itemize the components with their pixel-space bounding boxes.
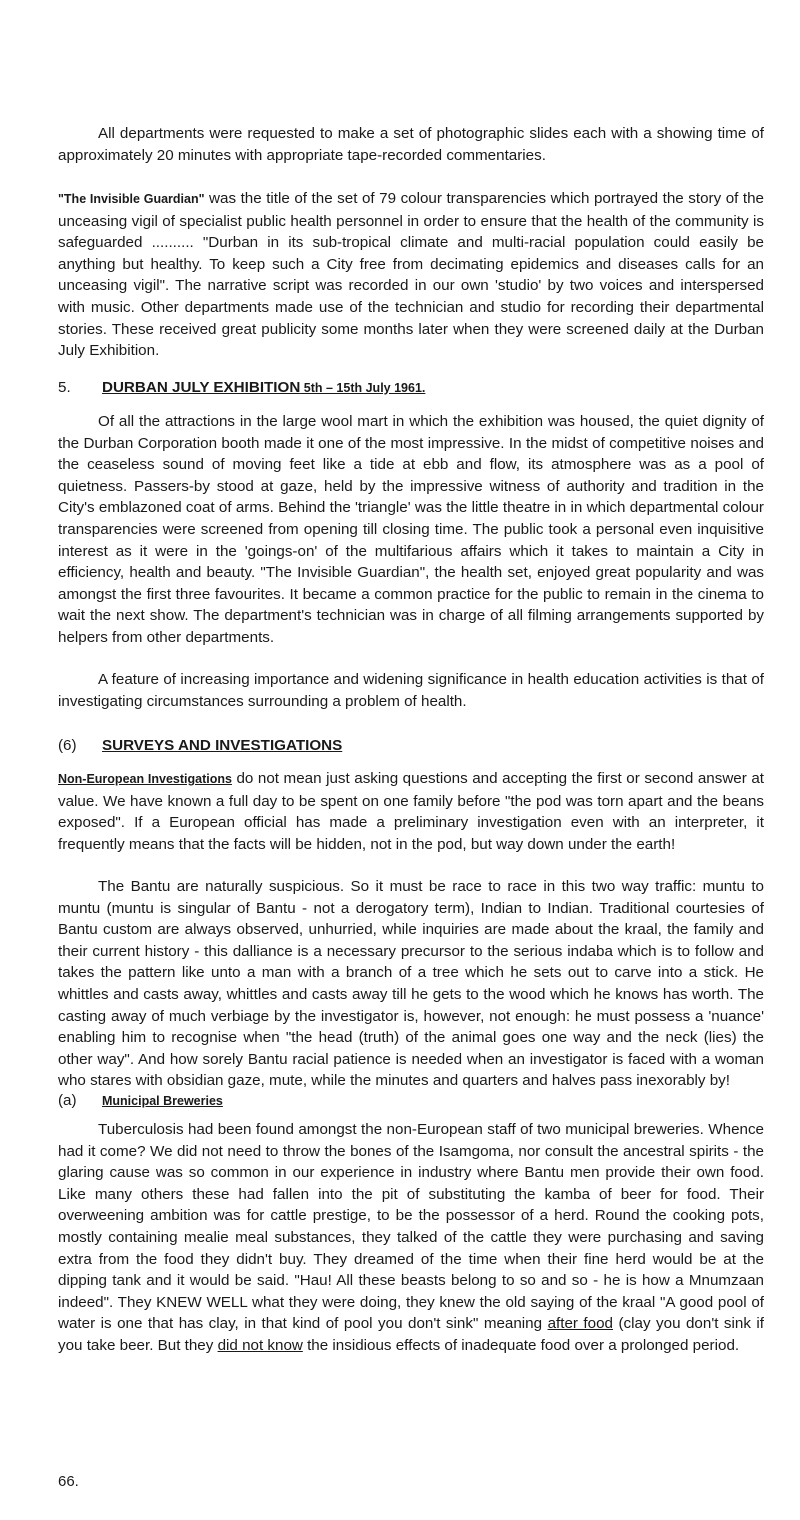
invisible-guardian-text: was the title of the set of 79 colour transparencies which portrayed the story of the unceasing vigil of specialist public health personnel in order to ensure that the health of the community is safeguarded .......... "Durban in its sub-tropical climate and multi-racial population could easily be anything but healthy. To keep such a City free from decimating epidemics and diseases calls for an unceasing vigil". The narrative script was recorded in our own 'studio' by two voices and interspersed with music. Other departments made use of the technician and studio for recording their departmental stories. These received great publicity some months later when they were screened daily at the Durban July Exhibition. bbox=[58, 190, 764, 360]
paragraph-breweries bbox=[58, 1119, 764, 1357]
section-6-number: (6) bbox=[58, 737, 77, 754]
paragraph-investigations-intro: A feature of increasing importance and widening significance in health education activities is that of investigating circumstances surrounding a problem of health. bbox=[58, 671, 764, 710]
non-european-text: do not mean just asking questions and accepting the first or second answer at value. We have known a full day to be spent on one family before "the pod was torn apart and the beans exposed". If a European official has made a preliminary investigation even with an interpreter, it frequently means that the facts will be hidden, not in the pod, but way down under the earth! bbox=[58, 770, 764, 853]
section-6-title: SURVEYS AND INVESTIGATIONS bbox=[102, 737, 343, 754]
breweries-underline-1: after food bbox=[547, 1315, 613, 1333]
section-a-title: Municipal Breweries bbox=[102, 1094, 223, 1108]
section-5-heading bbox=[58, 377, 764, 400]
section-5-title-text: DURBAN JULY EXHIBITION bbox=[102, 379, 301, 396]
section-5-dates: 5th – 15th July 1961. bbox=[300, 381, 426, 395]
section-a-number: (a) bbox=[58, 1092, 77, 1109]
paragraph-exhibition: Of all the attractions in the large wool mart in which the exhibition was housed, the quiet dignity of the Durban Corporation booth made it one of the most impressive. In the midst of competitive noises and the ceaseless sound of moving feet like a tide at ebb and flow, its atmosphere was as a pool of quietness. Passers-by stood at gaze, held by the impressive witness of authority and tradition in the City's emblazoned coat of arms. Behind the 'triangle' was the little theatre in in which departmental colour transparencies were screened from opening till closing time. The public took a personal even inquisitive interest as it were in the 'goings-on' of the multifarious affairs which it takes to maintain a City in efficiency, health and beauty. "The Invisible Guardian", the health set, enjoyed great popularity and was amongst the first three favourites. It became a common practice for the public to remain in the cinema to wait the next show. The department's technician was in charge of all filming arrangements supported by helpers from other departments. bbox=[58, 413, 764, 646]
section-5-title bbox=[102, 379, 425, 396]
paragraph-non-european bbox=[58, 768, 764, 855]
breweries-text-2: (clay you don't sink if you take beer. But they bbox=[58, 1315, 765, 1354]
section-a-heading bbox=[58, 1090, 764, 1113]
invisible-guardian-lead: "The Invisible Guardian" bbox=[58, 192, 205, 206]
page-number: 66. bbox=[58, 1473, 79, 1490]
paragraph-invisible-guardian bbox=[58, 188, 764, 362]
breweries-underline-2: did not know bbox=[217, 1336, 303, 1354]
section-5-number: 5. bbox=[58, 379, 71, 396]
section-6-heading bbox=[58, 735, 764, 757]
paragraph-slides: All departments were requested to make a set of photographic slides each with a showing time of approximately 20 minutes with appropriate tape-recorded commentaries. bbox=[58, 125, 764, 164]
paragraph-bantu: The Bantu are naturally suspicious. So it must be race to race in this two way traffic: muntu to muntu (muntu is singular of Bantu - not a derogatory term), Indian to Indian. Traditional courtesies of Bantu custom are always observed, unhurried, while inquiries are made about the kraal, the family and their current history - this dalliance is a necessary precursor to the serious indaba which is to follow and takes the pattern like unto a man with a branch of a tree which he sets out to carve into a stick. He whittles and casts away, whittles and casts away till he gets to the wood which he knows has worth. The casting away of much verbiage by the investigator is, however, not enough: he must possess a 'nuance' enabling him to recognise when "the head (truth) of the animal goes one way and the neck (lies) the other way". And how sorely Bantu racial patience is needed when an investigator is faced with a woman who stares with obsidian gaze, mute, while the minutes and quarters and halves pass inexorably by! bbox=[58, 878, 764, 1090]
non-european-lead: Non-European Investigations bbox=[58, 772, 232, 786]
breweries-text-1: Tuberculosis had been found amongst the non-European staff of two municipal breweries. Whence had it come? We did not need to throw the bones of the Isamgoma, nor consult the ancestral spirits - the glaring cause was so common in our experience in industry where Bantu men provide their own food. Like many others these had fallen into the pit of substituting the kamba of beer for food. Their overweening ambition was for cattle prestige, to be the possessor of a herd. Round the cooking pots, mostly containing mealie meal substances, they talked of the cattle they were purchasing and saving extra from the food they didn't buy. They dreamed of the time when their fine herd would be at the dipping tank and it would be said. "Hau! All these beasts belong to so and so - he is how a Mnumzaan indeed". They KNEW WELL what they were doing, they knew the old saying of the kraal "A good pool of water is one that has clay, in that kind of pool you don't sink" meaning bbox=[58, 1121, 764, 1333]
breweries-text-3: the insidious effects of inadequate food over a prolonged period. bbox=[302, 1336, 740, 1354]
